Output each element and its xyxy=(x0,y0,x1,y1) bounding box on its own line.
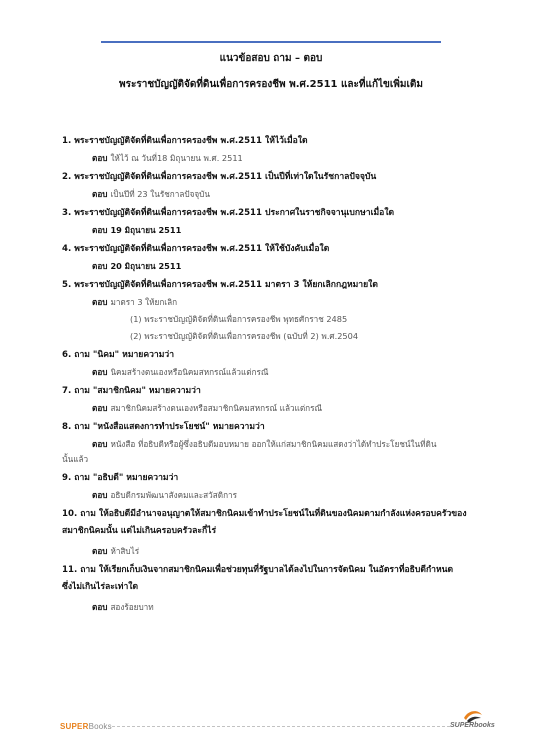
qa-list xyxy=(62,135,502,613)
answer-text: ห้าสิบไร่ xyxy=(110,546,140,556)
answer-label: ตอบ xyxy=(92,367,108,377)
question-7: 7. ถาม "สมาชิกนิคม" หมายความว่า xyxy=(62,386,201,396)
question-6: 6. ถาม "นิคม" หมายความว่า xyxy=(62,350,175,360)
answer-text: 19 มิถุนายน 2511 xyxy=(110,225,182,235)
question-4: 4. พระราชบัญญัติจัดที่ดินเพื่อการครองชีพ พ.ศ.2511 ให้ใช้บังคับเมื่อใด xyxy=(62,244,330,254)
answer-label: ตอบ xyxy=(92,153,108,163)
page-title: แนวข้อสอบ ถาม – ตอบ xyxy=(219,53,323,64)
page-footer xyxy=(60,718,505,740)
answer-6 xyxy=(62,366,502,378)
question-11: 11. ถาม ให้เรียกเก็บเงินจากสมาชิกนิคมเพื่อช่วยทุนที่รัฐบาลได้ลงไปในการจัดนิคม ในอัตราที่อธิบดีกำหนด xyxy=(62,565,454,575)
footer-brand-super: SUPER xyxy=(60,722,89,731)
answer-text: หนังสือ ที่อธิบดีหรือผู้ซึ่งอธิบดีมอบหมาย ออกให้แก่สมาชิกนิคมแสดงว่าได้ทำประโยชน์ในที่ดิน xyxy=(110,439,437,449)
answer-1 xyxy=(62,152,502,164)
question-10-continued: สมาชิกนิคมนั้น แต่ไม่เกินครอบครัวละกี่ไร่ xyxy=(62,526,217,536)
logo-text: SUPERbooks xyxy=(450,722,495,729)
question-8: 8. ถาม "หนังสือแสดงการทำประโยชน์" หมายความว่า xyxy=(62,422,265,432)
answer-label: ตอบ xyxy=(92,261,108,271)
answer-label: ตอบ xyxy=(92,602,108,612)
question-10: 10. ถาม ให้อธิบดีมีอำนาจอนุญาตให้สมาชิกนิคมเข้าทำประโยชน์ในที่ดินของนิคมตามกำลังแห่งครอบครัวของ xyxy=(62,509,467,519)
answer-10 xyxy=(62,545,502,557)
footer-brand xyxy=(60,722,112,731)
answer-label: ตอบ xyxy=(92,439,108,449)
answer-label: ตอบ xyxy=(92,403,108,413)
answer-9 xyxy=(62,489,502,501)
question-11-continued: ซึ่งไม่เกินไร่ละเท่าใด xyxy=(62,582,139,592)
answer-3 xyxy=(62,224,502,236)
answer-5-sub-1: (1) พระราชบัญญัติจัดที่ดินเพื่อการครองชีพ พุทธศักราช 2485 xyxy=(130,314,348,324)
answer-text: สมาชิกนิคมสร้างตนเองหรือสมาชิกนิคมสหกรณ์ แล้วแต่กรณี xyxy=(110,403,323,413)
answer-label: ตอบ xyxy=(92,225,108,235)
answer-text: ให้ไว้ ณ วันที่18 มิถุนายน พ.ศ. 2511 xyxy=(110,153,243,163)
footer-divider xyxy=(112,726,450,727)
answer-text: นิคมสร้างตนเองหรือนิคมสหกรณ์แล้วแต่กรณี xyxy=(110,367,269,377)
answer-text: สองร้อยบาท xyxy=(110,602,154,612)
page-subtitle: พระราชบัญญัติจัดที่ดินเพื่อการครองชีพ พ.ศ.2511 และที่แก้ไขเพิ่มเติม xyxy=(119,79,423,90)
question-1: 1. พระราชบัญญัติจัดที่ดินเพื่อการครองชีพ พ.ศ.2511 ให้ไว้เมื่อใด xyxy=(62,136,308,146)
answer-text: เป็นปีที่ 23 ในรัชกาลปัจจุบัน xyxy=(110,189,210,199)
question-9: 9. ถาม "อธิบดี" หมายความว่า xyxy=(62,473,179,483)
answer-2 xyxy=(62,188,502,200)
answer-11 xyxy=(62,601,502,613)
answer-8-continued: นั้นแล้ว xyxy=(62,454,89,464)
question-5: 5. พระราชบัญญัติจัดที่ดินเพื่อการครองชีพ พ.ศ.2511 มาตรา 3 ให้ยกเลิกกฎหมายใด xyxy=(62,280,378,290)
document-header xyxy=(0,50,542,93)
answer-7 xyxy=(62,402,502,414)
answer-label: ตอบ xyxy=(92,297,108,307)
answer-5-sub-2: (2) พระราชบัญญัติจัดที่ดินเพื่อการครองชีพ (ฉบับที่ 2) พ.ศ.2504 xyxy=(130,331,359,341)
answer-text: อธิบดีกรมพัฒนาสังคมและสวัสดิการ xyxy=(110,490,238,500)
question-2: 2. พระราชบัญญัติจัดที่ดินเพื่อการครองชีพ พ.ศ.2511 เป็นปีที่เท่าใดในรัชกาลปัจจุบัน xyxy=(62,172,377,182)
answer-text: มาตรา 3 ให้ยกเลิก xyxy=(110,297,178,307)
top-rule xyxy=(101,41,441,43)
question-3: 3. พระราชบัญญัติจัดที่ดินเพื่อการครองชีพ พ.ศ.2511 ประกาศในราชกิจจานุเบกษาเมื่อใด xyxy=(62,208,395,218)
answer-label: ตอบ xyxy=(92,546,108,556)
answer-4 xyxy=(62,260,502,272)
answer-5 xyxy=(62,296,502,308)
answer-8 xyxy=(62,438,502,450)
answer-label: ตอบ xyxy=(92,490,108,500)
answer-label: ตอบ xyxy=(92,189,108,199)
answer-text: 20 มิถุนายน 2511 xyxy=(110,261,182,271)
footer-brand-books: Books xyxy=(88,722,112,731)
superbooks-logo xyxy=(450,708,498,738)
